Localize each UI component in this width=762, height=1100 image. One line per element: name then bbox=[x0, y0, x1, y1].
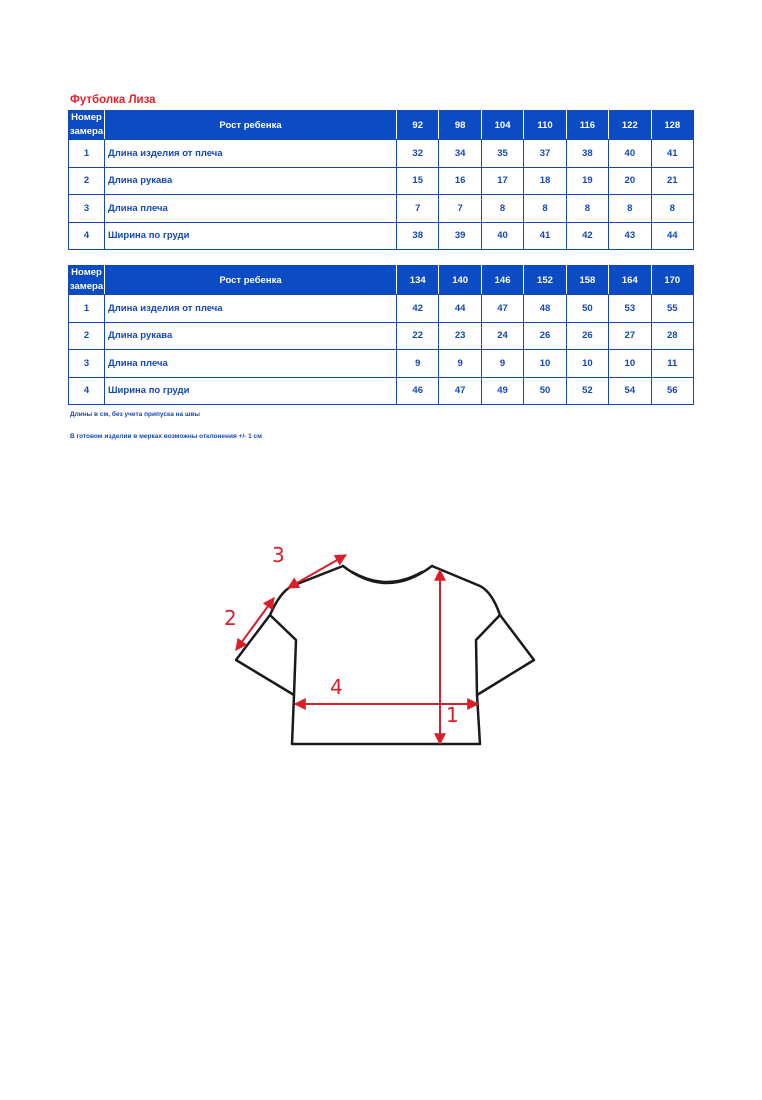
measure-value: 21 bbox=[651, 167, 693, 195]
size-header: 158 bbox=[566, 266, 608, 295]
arrow-sleeve-length bbox=[236, 598, 274, 650]
header-measure-number: Номер замера bbox=[69, 266, 105, 295]
measurement-arrows bbox=[236, 555, 478, 744]
measure-value: 47 bbox=[439, 377, 481, 405]
table-row bbox=[69, 322, 694, 350]
measure-value: 26 bbox=[566, 322, 608, 350]
measure-value: 47 bbox=[481, 295, 523, 323]
measure-number: 4 bbox=[83, 385, 90, 397]
note-tolerance: В готовом изделии в мерках возможны отклонения +/- 1 см bbox=[70, 433, 262, 440]
measure-value: 40 bbox=[481, 222, 523, 250]
marker-4: 4 bbox=[330, 675, 343, 699]
measure-value: 10 bbox=[566, 350, 608, 378]
table-row bbox=[69, 350, 694, 378]
measure-value: 43 bbox=[609, 222, 651, 250]
measure-value: 53 bbox=[609, 295, 651, 323]
measure-value: 19 bbox=[566, 167, 608, 195]
measure-value: 38 bbox=[566, 140, 608, 168]
marker-2: 2 bbox=[224, 606, 237, 630]
measure-value: 48 bbox=[524, 295, 566, 323]
size-header: 122 bbox=[609, 111, 651, 140]
table-row bbox=[69, 140, 694, 168]
measure-name: Длина рукава bbox=[105, 167, 397, 195]
measure-value: 52 bbox=[566, 377, 608, 405]
measure-value: 8 bbox=[651, 195, 693, 223]
measure-value: 44 bbox=[439, 295, 481, 323]
arrow-shoulder-length bbox=[288, 555, 346, 588]
measure-value: 34 bbox=[439, 140, 481, 168]
measure-value: 27 bbox=[609, 322, 651, 350]
measure-value: 41 bbox=[651, 140, 693, 168]
measure-value: 18 bbox=[524, 167, 566, 195]
measure-value: 10 bbox=[524, 350, 566, 378]
note-units: Длины в см, без учета припуска на швы bbox=[70, 411, 200, 418]
size-header: 146 bbox=[481, 266, 523, 295]
measure-value: 42 bbox=[397, 295, 439, 323]
measure-value: 22 bbox=[397, 322, 439, 350]
size-header: 128 bbox=[651, 111, 693, 140]
measure-number: 3 bbox=[69, 350, 105, 378]
measure-value: 10 bbox=[609, 350, 651, 378]
size-header: 98 bbox=[439, 111, 481, 140]
measure-value: 26 bbox=[524, 322, 566, 350]
measure-name: Длина изделия от плеча bbox=[105, 295, 397, 323]
size-header: 140 bbox=[439, 266, 481, 295]
table-header-row bbox=[69, 266, 694, 295]
measure-name: Ширина по груди bbox=[105, 377, 397, 405]
measure-number: 3 bbox=[69, 195, 105, 223]
table-row bbox=[69, 195, 694, 223]
product-title: Футболка Лиза bbox=[70, 94, 156, 106]
measure-name: Длина плеча bbox=[105, 350, 397, 378]
table-row bbox=[69, 377, 694, 405]
header-measure-number: Номер замера bbox=[69, 111, 105, 140]
header-child-height: Рост ребенка bbox=[105, 111, 397, 140]
measure-name: Длина плеча bbox=[105, 195, 397, 223]
measure-value: 44 bbox=[651, 222, 693, 250]
measure-name: Ширина по груди bbox=[105, 222, 397, 250]
measure-value: 16 bbox=[439, 167, 481, 195]
measure-value: 42 bbox=[566, 222, 608, 250]
measure-number: 2 bbox=[69, 322, 105, 350]
measure-value: 41 bbox=[524, 222, 566, 250]
measure-value: 23 bbox=[439, 322, 481, 350]
measure-value: 35 bbox=[481, 140, 523, 168]
measure-value: 9 bbox=[481, 350, 523, 378]
table-row bbox=[69, 222, 694, 250]
measure-value: 17 bbox=[481, 167, 523, 195]
size-header: 92 bbox=[397, 111, 439, 140]
tshirt-outline bbox=[236, 566, 534, 744]
measure-value: 7 bbox=[397, 195, 439, 223]
measure-value: 46 bbox=[397, 377, 439, 405]
header-child-height: Рост ребенка bbox=[105, 266, 397, 295]
measure-value: 8 bbox=[481, 195, 523, 223]
measure-value: 9 bbox=[397, 350, 439, 378]
measure-value: 9 bbox=[439, 350, 481, 378]
measure-value: 38 bbox=[397, 222, 439, 250]
measure-number: 1 bbox=[69, 140, 105, 168]
measure-number: 2 bbox=[69, 167, 105, 195]
measure-value: 8 bbox=[609, 195, 651, 223]
size-header: 170 bbox=[651, 266, 693, 295]
size-header: 152 bbox=[524, 266, 566, 295]
measure-value: 37 bbox=[524, 140, 566, 168]
measure-number: 1 bbox=[69, 295, 105, 323]
measure-value: 50 bbox=[524, 377, 566, 405]
measure-value: 8 bbox=[524, 195, 566, 223]
size-header: 134 bbox=[397, 266, 439, 295]
size-header: 116 bbox=[566, 111, 608, 140]
size-header: 104 bbox=[481, 111, 523, 140]
measure-value: 11 bbox=[651, 350, 693, 378]
size-table-2 bbox=[68, 265, 694, 405]
measure-value: 7 bbox=[439, 195, 481, 223]
marker-3: 3 bbox=[272, 543, 285, 567]
measure-name: Длина изделия от плеча bbox=[105, 140, 397, 168]
measure-value: 28 bbox=[651, 322, 693, 350]
measure-value: 50 bbox=[566, 295, 608, 323]
table-row bbox=[69, 295, 694, 323]
table-header-row bbox=[69, 111, 694, 140]
measure-value: 54 bbox=[609, 377, 651, 405]
measure-value: 15 bbox=[397, 167, 439, 195]
measure-value: 39 bbox=[439, 222, 481, 250]
measure-name: Длина рукава bbox=[105, 322, 397, 350]
measure-value: 49 bbox=[481, 377, 523, 405]
measure-number: 4 bbox=[83, 230, 90, 242]
measure-value: 24 bbox=[481, 322, 523, 350]
measure-value: 20 bbox=[609, 167, 651, 195]
size-header: 164 bbox=[609, 266, 651, 295]
measure-value: 55 bbox=[651, 295, 693, 323]
size-table-1 bbox=[68, 110, 694, 250]
tshirt-diagram bbox=[200, 530, 560, 770]
measure-value: 56 bbox=[651, 377, 693, 405]
measure-value: 40 bbox=[609, 140, 651, 168]
measure-value: 32 bbox=[397, 140, 439, 168]
measure-value: 8 bbox=[566, 195, 608, 223]
marker-1: 1 bbox=[446, 703, 459, 727]
size-header: 110 bbox=[524, 111, 566, 140]
table-row bbox=[69, 167, 694, 195]
